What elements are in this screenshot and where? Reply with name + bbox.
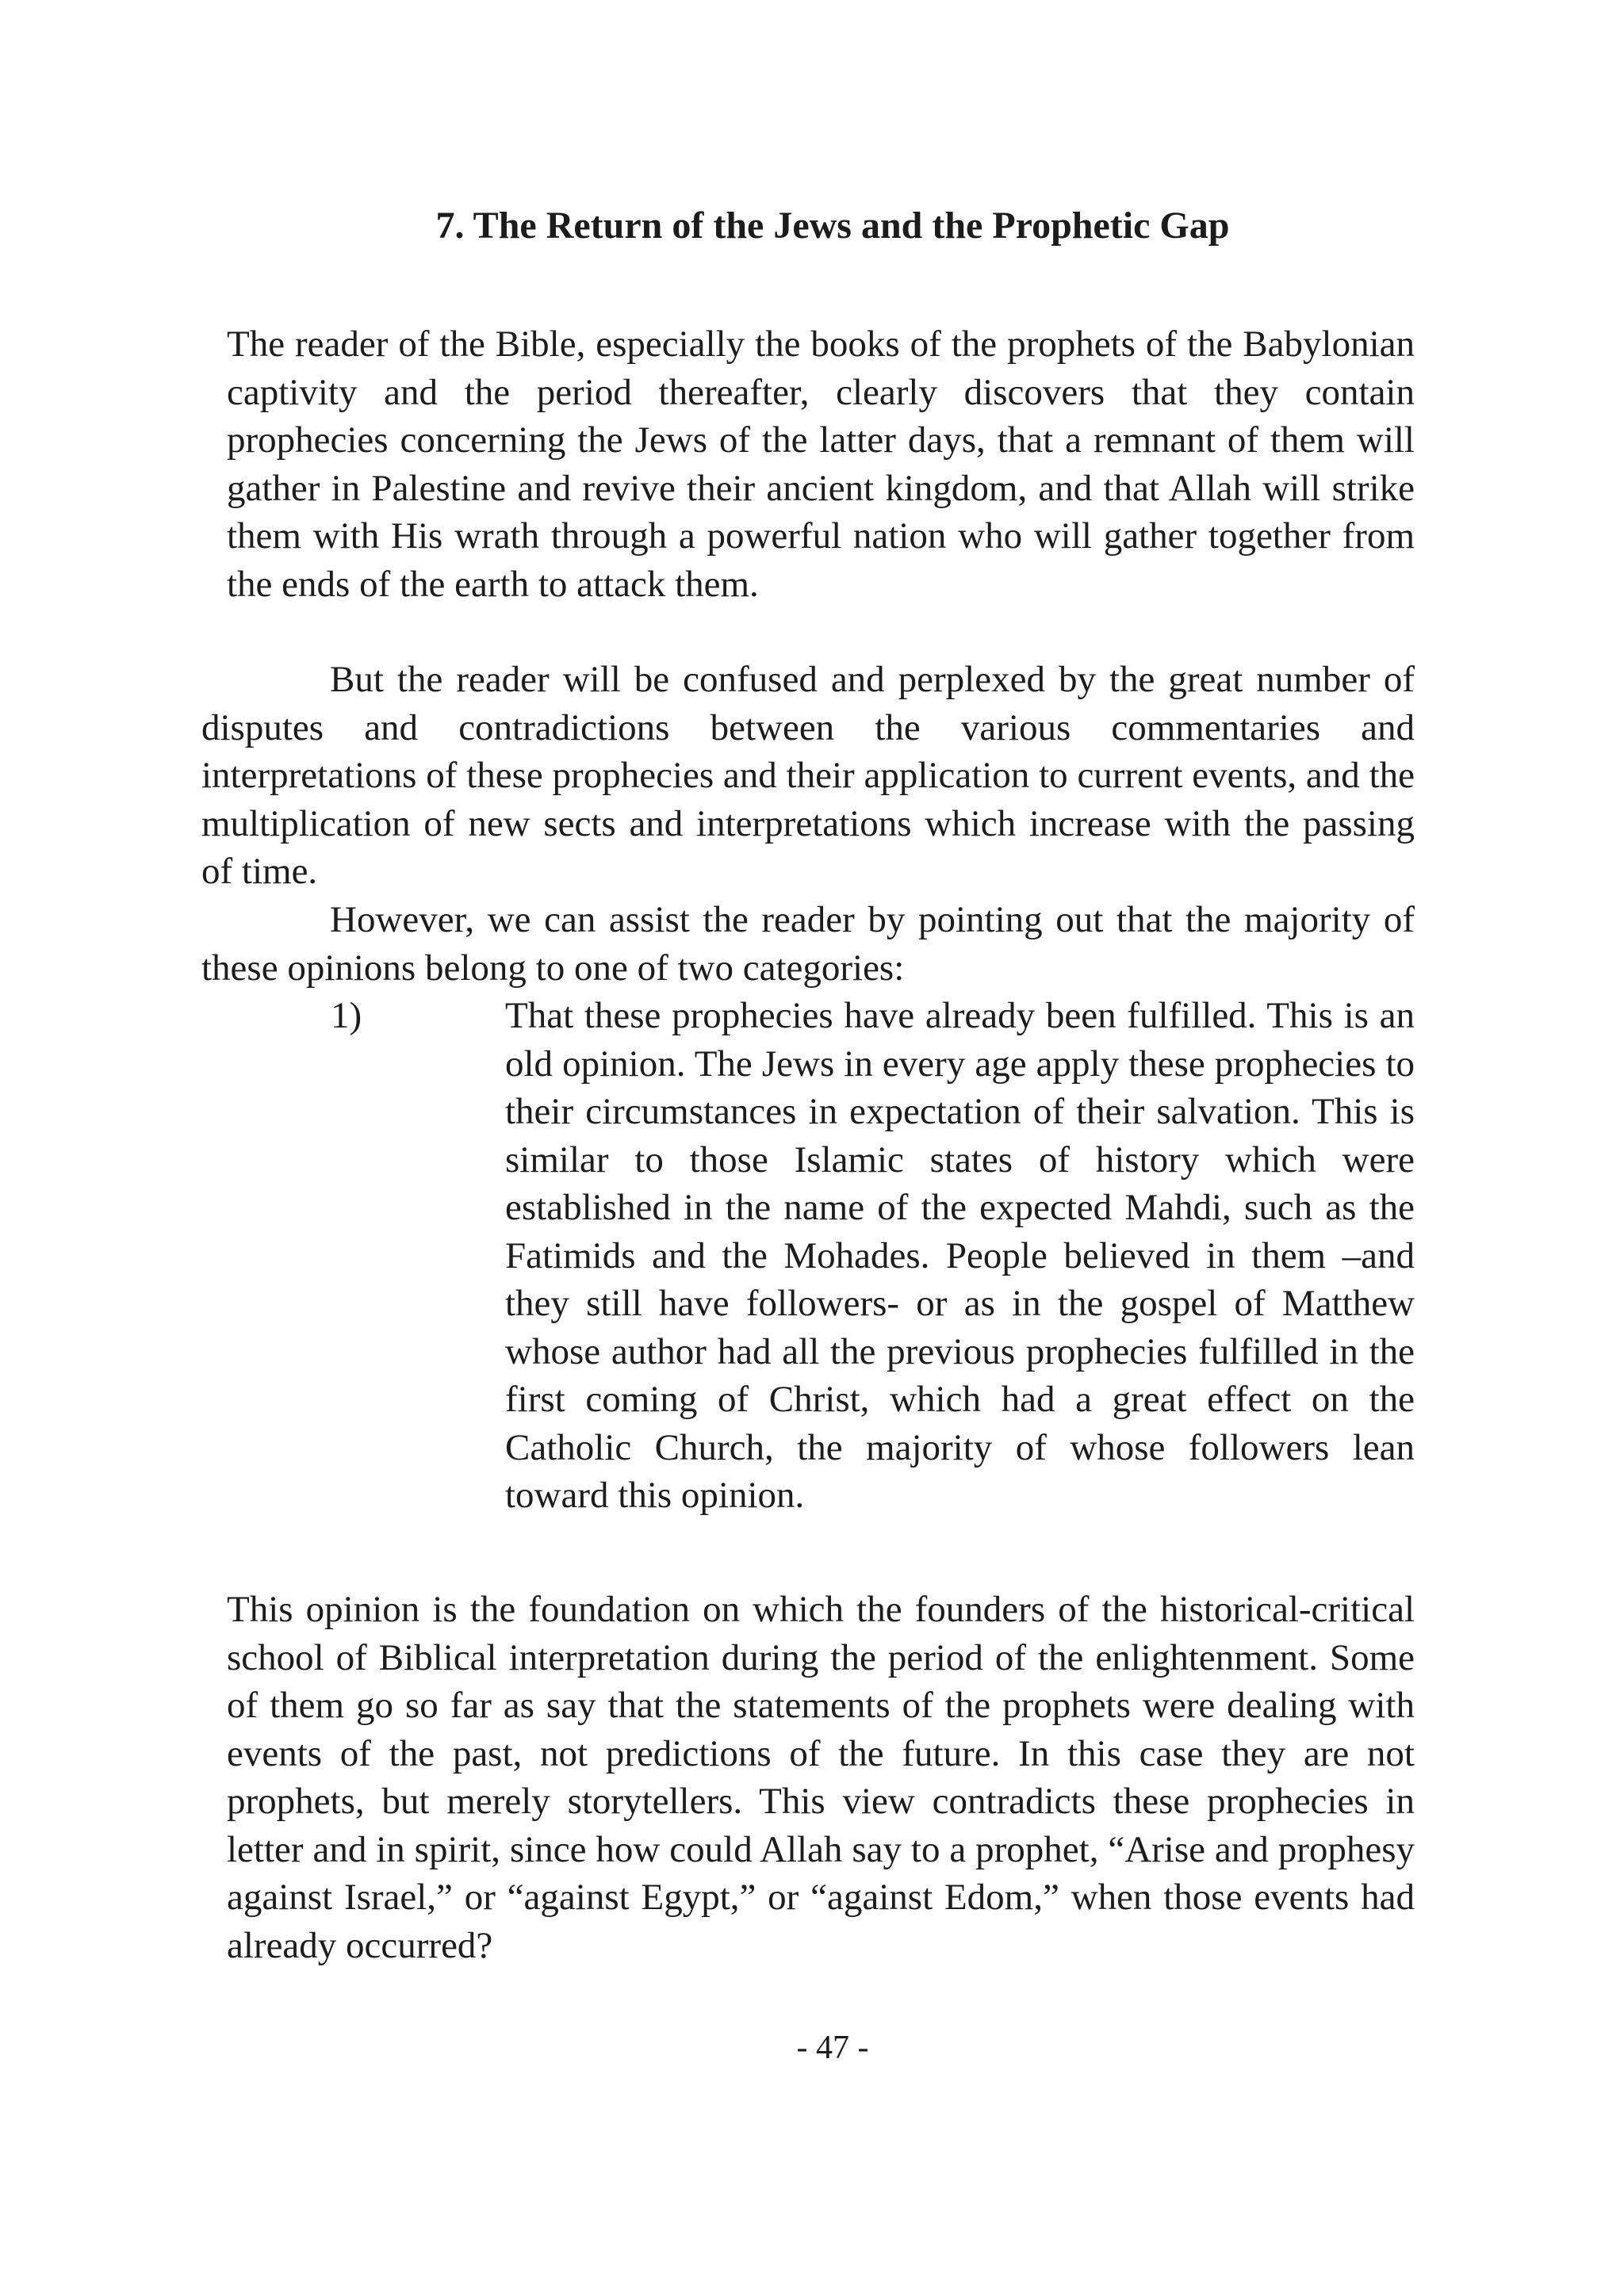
- page-number: - 47 -: [796, 2030, 869, 2066]
- list-item-text: That these prophecies have already been fulfilled. This is an old opinion. The Jews in every age apply these prophecies to their circumstances in expectation of their salvation. This is similar to those Islamic states of history which were established in the name of the expected Mahdi, such as the Fatimids and the Mohades. People believed in them –and they still have followers- or as in the gospel of Matthew whose author had all the previous prophecies fulfilled in the first coming of Christ, which had a great effect on the Catholic Church, the majority of whose followers lean toward this opinion.: [505, 995, 1415, 1516]
- list-item-number: 1): [331, 995, 362, 1036]
- paragraph-categories: However, we can assist the reader by pointing out that the majority of these opinions belong to one of two categories:: [201, 899, 1415, 989]
- paragraph-historical-critical: This opinion is the foundation on which the founders of the historical-critical school of Biblical interpretation during the period of the enlightenment. Some of them go so far as say that the statements of the prophets were dealing with events of the past, not predictions of the future. In this case they are not prophets, but merely storytellers. This view contradicts these prophecies in letter and in spirit, since how could Allah say to a prophet, “Arise and prophesy against Israel,” or “against Egypt,” or “against Edom,” when those events had already occurred?: [227, 1589, 1415, 1966]
- paragraph-intro: The reader of the Bible, especially the books of the prophets of the Babylonian captivity and the period thereafter, clearly discovers that they contain prophecies concerning the Jews of the latter days, that a remnant of them will gather in Palestine and revive their ancient kingdom, and that Allah will strike them with His wrath through a powerful nation who will gather together from the ends of the earth to attack them.: [227, 323, 1415, 605]
- chapter-title: 7. The Return of the Jews and the Prophetic Gap: [435, 205, 1230, 247]
- paragraph-confusion: But the reader will be confused and perplexed by the great number of disputes and contradictions between the various commentaries and interpretations of these prophecies and their application to current events, and the multiplication of new sects and interpretations which increase with the passing of time.: [201, 659, 1415, 892]
